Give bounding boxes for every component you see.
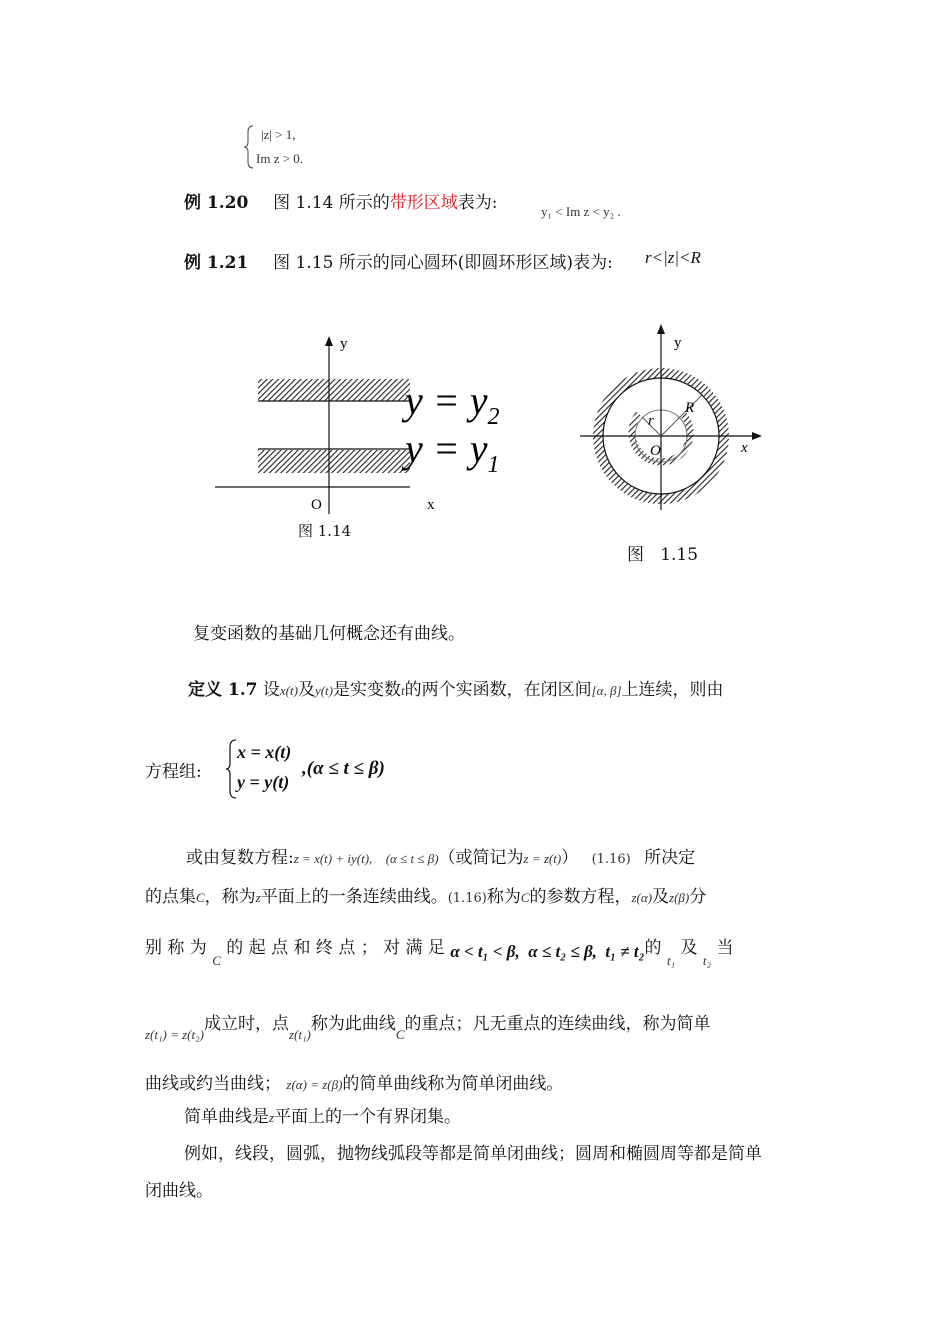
curve-C: C (196, 890, 205, 905)
ex20-formula: y₁ < Im z < y₂ . (541, 204, 621, 219)
example-text: 图 1.14 所示的 (273, 193, 390, 213)
examples-line-2: 闭曲线。 (145, 1181, 213, 1201)
equation-number: (1.16) (447, 891, 487, 906)
text: 成立时，点 (203, 1014, 289, 1034)
text: 的简单曲线称为简单闭曲线。 (342, 1074, 564, 1094)
lower-line-label: $y = y_1$ (405, 426, 500, 478)
closed-curve-equation: z(α) = z(β) (286, 1077, 343, 1092)
y-of-t: y(t) (314, 683, 333, 698)
equation-y: y = y(t) (237, 772, 290, 792)
text: 的重点；凡无重点的连续曲线，称为简单 (404, 1014, 711, 1034)
text: 或由复数方程: (186, 848, 294, 868)
radius-R-line (661, 395, 702, 436)
R-label: R (685, 400, 695, 416)
text: ） (561, 848, 579, 868)
y-axis-label: y (674, 335, 682, 351)
text: 及 (680, 938, 698, 958)
point-set-line (145, 882, 706, 907)
figure-1-15 (570, 320, 770, 520)
text: 分 (689, 887, 707, 907)
equation-x: x = x(t) (237, 742, 292, 762)
complex-equation-line (186, 843, 695, 868)
curve-C: C (212, 953, 221, 968)
origin-label: O (650, 443, 661, 459)
text: 别 称 为 (145, 938, 207, 958)
text: 称为 (486, 887, 521, 907)
text: 的点集 (145, 887, 196, 907)
def-text: 上连续，则由 (621, 680, 724, 700)
system-line-1: |z| > 1, (261, 127, 296, 142)
multiple-point: z(t₁) (288, 1027, 311, 1042)
curve-C: C (520, 890, 530, 905)
z-var: z (255, 890, 261, 905)
example-1-21 (184, 248, 613, 273)
curve-C: C (395, 1027, 405, 1042)
def-text: 设 (262, 680, 280, 700)
multiple-point-equation: z(t₁) = z(t₂) (145, 1027, 204, 1042)
brace-icon (243, 124, 257, 170)
example-text-tail: 表为: (457, 193, 498, 213)
text: 所决定 (644, 848, 696, 868)
t2-var: t₂ (702, 953, 712, 968)
z-var: z (269, 1110, 275, 1125)
t-var: t (401, 683, 405, 698)
equation-number: (1.16) (591, 852, 631, 867)
y-arrow-icon (325, 336, 333, 346)
figure-1-15-caption: 图 1.15 (627, 545, 699, 565)
text: 的 起 点 和 终 点 ； 对 满 足 (226, 938, 445, 958)
end-point: z(β) (669, 890, 690, 905)
start-point: z(α) (631, 890, 653, 905)
text: 平面上的一条连续曲线。 (260, 887, 448, 907)
short-form: z = z(t) (523, 851, 562, 866)
ex21-formula: r<|z|<R (645, 248, 701, 267)
parameter-range: (α ≤ t ≤ β) (385, 851, 439, 866)
example-label: 例 1.21 (184, 253, 249, 273)
example-label: 例 1.20 (184, 193, 249, 213)
band-region-term: 带形区域 (389, 193, 458, 213)
lower-hatch-band (258, 450, 410, 473)
x-of-t: x(t) (279, 683, 298, 698)
example-1-20 (184, 188, 498, 213)
origin-label: O (311, 497, 322, 513)
y-axis-label: y (340, 336, 348, 352)
definition-1-7 (188, 675, 724, 700)
text: 的 (644, 938, 662, 958)
text: 平面上的一个有界闭集。 (274, 1107, 462, 1127)
closed-curve-line (145, 1069, 563, 1094)
text: 称为此曲线 (310, 1014, 396, 1034)
complex-equation: z = x(t) + iy(t), (293, 851, 373, 866)
multiple-point-line (145, 1009, 711, 1042)
t1-var: t₁ (666, 953, 676, 968)
figure-1-14 (210, 328, 510, 548)
x-axis-label: x (741, 440, 748, 456)
text: 的参数方程， (529, 887, 632, 907)
parameter-condition: α < t₁ < β, α ≤ t₂ ≤ β, t₁ ≠ t₂ (450, 942, 645, 961)
upper-line-label: $y = y_2$ (405, 378, 500, 430)
upper-hatch-band (258, 379, 410, 401)
def-text: 及 (297, 680, 315, 700)
text: ，称为 (204, 887, 256, 907)
examples-line-1: 例如，线段，圆弧，抛物线弧段等都是简单闭曲线；圆周和椭圆周等都是简单 (184, 1144, 762, 1164)
r-label: r (648, 413, 654, 429)
x-axis-label: x (427, 497, 435, 513)
example-text: 图 1.15 所示的同心圆环(即圆环形区域)表为: (273, 253, 613, 273)
definition-label: 定义 1.7 (188, 680, 258, 700)
bounded-set-line (184, 1102, 461, 1127)
y-arrow-icon (657, 324, 665, 334)
text: 及 (652, 887, 670, 907)
endpoints-line (145, 933, 734, 968)
def-text: 是实变数 (333, 680, 401, 700)
text: 简单曲线是 (184, 1107, 269, 1127)
closed-interval: [α, β] (591, 683, 622, 698)
equation-condition: ,(α ≤ t ≤ β) (302, 758, 385, 779)
text: （或简记为 (438, 848, 524, 868)
equation-group-label: 方程组: (145, 762, 202, 782)
text: 曲线或约当曲线； (145, 1074, 281, 1094)
figure-1-14-caption: 图 1.14 (298, 522, 352, 540)
system-line-2: Im z > 0. (256, 151, 304, 166)
text: 当 (716, 938, 734, 958)
curves-intro: 复变函数的基础几何概念还有曲线。 (193, 624, 465, 644)
x-arrow-icon (752, 432, 762, 440)
def-text: 的两个实函数，在闭区间 (404, 680, 592, 700)
